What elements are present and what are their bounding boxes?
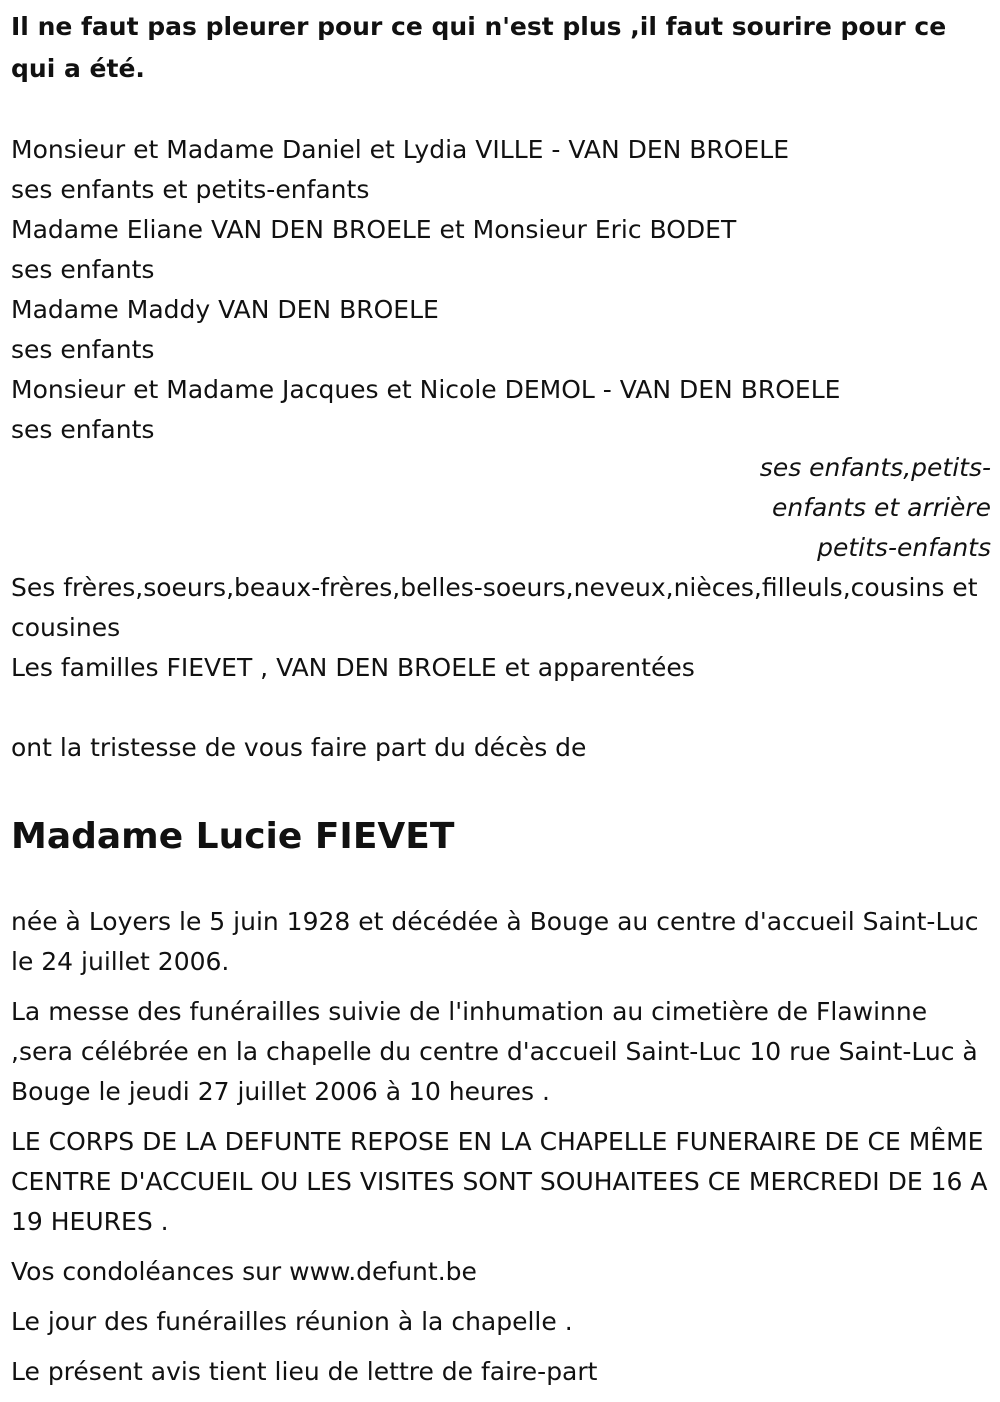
paragraph-condolences: Vos condoléances sur www.defunt.be — [11, 1257, 477, 1286]
note-line: petits-enfants — [817, 533, 991, 562]
family-line: Monsieur et Madame Jacques et Nicole DEMOL - VAN DEN BROELE — [11, 375, 841, 404]
families-line: Les familles FIEVET , VAN DEN BROELE et apparentées — [11, 653, 695, 682]
paragraph-visits: LE CORPS DE LA DEFUNTE REPOSE EN LA CHAPELLE FUNERAIRE DE CE MÊME CENTRE D'ACCUEIL OU LES VISITES SONT SOUHAITEES CE MERCREDI DE 16 A 19 HEURES . — [11, 1127, 988, 1236]
deceased-name: Madame Lucie FIEVET — [11, 816, 455, 857]
obituary-notice — [11, 0, 991, 1402]
grandchildren-note — [11, 448, 991, 568]
family-line: Monsieur et Madame Daniel et Lydia VILLE - VAN DEN BROELE — [11, 135, 790, 164]
paragraph-gathering: Le jour des funérailles réunion à la chapelle . — [11, 1307, 573, 1336]
note-line: enfants et arrière — [772, 493, 991, 522]
family-list — [11, 130, 991, 450]
paragraph-funeral-mass: La messe des funérailles suivie de l'inhumation au cimetière de Flawinne ,sera célébrée en la chapelle du centre d'accueil Saint-Luc 10 rue Saint-Luc à Bouge le jeudi 27 juillet 2006 à 10 heures . — [11, 997, 978, 1106]
family-line: Madame Maddy VAN DEN BROELE — [11, 295, 439, 324]
family-line: ses enfants — [11, 255, 155, 284]
family-line: ses enfants — [11, 415, 155, 444]
spacer — [11, 90, 991, 130]
family-line: ses enfants — [11, 335, 155, 364]
family-line: ses enfants et petits-enfants — [11, 175, 370, 204]
epigraph: Il ne faut pas pleurer pour ce qui n'est plus ,il faut sourire pour ce qui a été. — [11, 12, 947, 83]
note-line: ses enfants,petits- — [759, 453, 991, 482]
announcement: ont la tristesse de vous faire part du décès de — [11, 733, 587, 762]
relatives-line: Ses frères,soeurs,beaux-frères,belles-soeurs,neveux,nièces,filleuls,cousins et cousines — [11, 573, 978, 642]
family-line: Madame Eliane VAN DEN BROELE et Monsieur Eric BODET — [11, 215, 737, 244]
paragraph-birth-death: née à Loyers le 5 juin 1928 et décédée à Bouge au centre d'accueil Saint-Luc le 24 juillet 2006. — [11, 907, 979, 976]
paragraph-notice: Le présent avis tient lieu de lettre de faire-part — [11, 1357, 598, 1386]
spacer — [11, 688, 991, 728]
